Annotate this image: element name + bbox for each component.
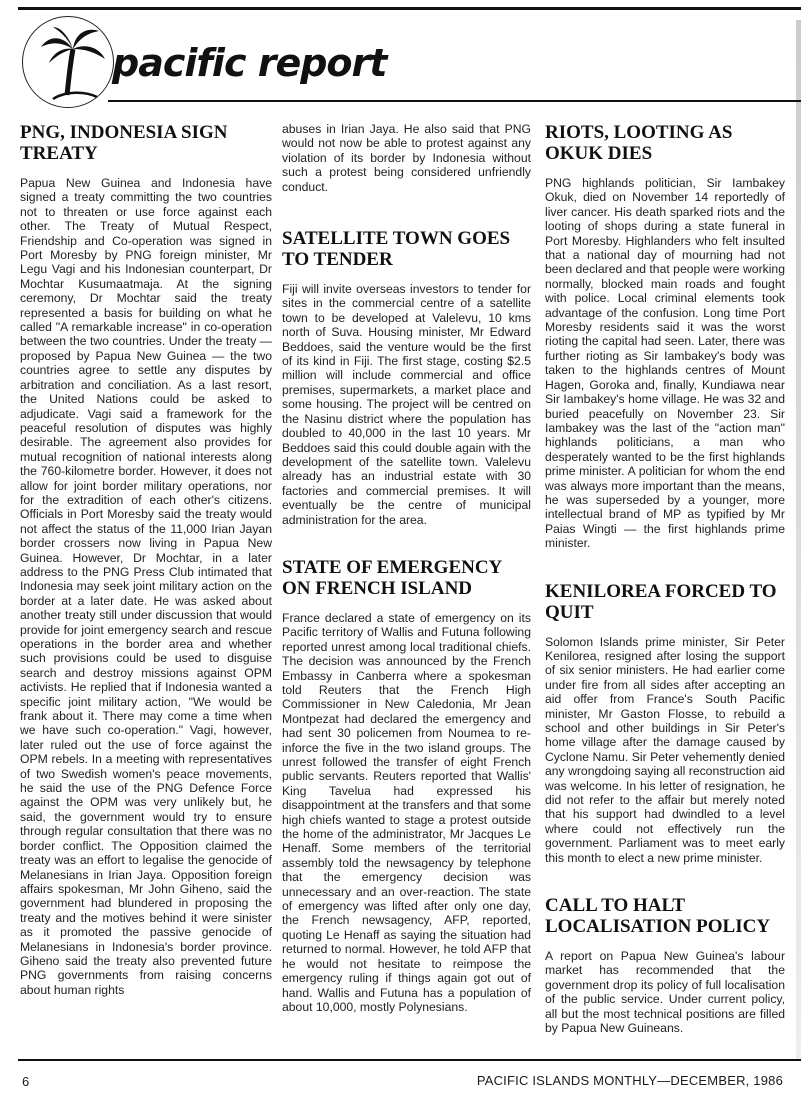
article-png-indonesia bbox=[20, 122, 272, 997]
article-body: PNG highlands politician, Sir Iambakey Okuk, died on November 14 reportedly of liver cancer. His death sparked riots and the looting of shops during a state funeral in Port Moresby. Highlanders who felt insulted that a national day of mourning had not been declared and that people were working normally, blocked main roads and fought with police. Local criminal elements took advantage of the confusion. Long time Port Moresby residents said it was the worst rioting the capital had seen. Later, there was further rioting as Sir Iambakey's body was taken to the highlands centres of Mount Hagen, Goroka and, finally, Kundiawa near Sir Iambakey's home village. He was 32 and buried peacefully on November 23. Sir Iambakey was the last of the "action man" highlands politicians, a man who desperately wanted to be the first highlands prime minister. A politician for whom the end was always more important than the means, he was superseded by a younger, more intellectual brand of MP as typified by Mr Paias Wingti — the first highlands prime minister. bbox=[545, 176, 785, 551]
article-satellite-town bbox=[282, 228, 531, 527]
masthead-title: pacific report bbox=[112, 41, 387, 85]
headline: STATE OF EMERGENCY ON FRENCH ISLAND bbox=[282, 556, 502, 599]
article-kenilorea bbox=[545, 581, 785, 866]
article-state-emergency bbox=[282, 557, 531, 1014]
article-body: Papua New Guinea and Indonesia have signed a treaty committing the two countries not to threaten or use force against each other. The Treaty of Mutual Respect, Friendship and Co-operation was signed in Port Moresby by PNG foreign minister, Mr Legu Vagi and his Indonesian counterpart, Dr Mochtar Kusumaatmaja. At the signing ceremony, Dr Mochtar said the treaty represented a basis for building on what he called "A remarkable increase" in co-operation between the two countries. Under the treaty — proposed by Papua New Guinea — the two countries agree to settle any disputes by arbitration and conciliation. As a last resort, the United Nations could be asked to adjudicate. Vagi said a framework for the peaceful resolution of disputes was highly desirable. The agreement also provides for mutual recognition of national interests along the 760-kilometre border. However, it does not allow for joint border military operations, nor for the extradition of each other's citizens. Officials in Port Moresby said the treaty would not affect the status of the 11,000 Irian Jayan border crossers now living in Papua New Guinea. However, Dr Mochtar, in a later address to the PNG Press Club intimated that Indonesia may seek joint military action on the border at a later date. He was asked about another treaty still under discussion that would provide for joint emergency search and rescue operations in the border area and whether such provisions could be used to disguise search and destroy missions against OPM activists. He replied that if Indonesia wanted a specific joint military action, "We would be frank about it. There may come a time when we have such co-operation." Vagi, however, later ruled out the use of force against the OPM rebels. In a meeting with representatives of two Swedish women's peace movements, he said the use of the PNG Defence Force against the OPM was very unlikely but, he said, the government would try to ensure through regular consultation that there was no border conflict. The Opposition claimed the treaty was an effort to legalise the genocide of Melanesians in Irian Jaya. Opposition foreign affairs spokesman, Mr John Giheno, said the government had blundered in proposing the treaty and the motives behind it were sinister as it promoted the passive genocide of Melanesians in Indonesia's border province. Giheno said the treaty also prevented future PNG governments from raising concerns about human rights bbox=[20, 176, 272, 997]
page-edge-shadow bbox=[796, 20, 801, 1060]
headline: SATELLITE TOWN GOES TO TENDER bbox=[282, 228, 511, 271]
headline: CALL TO HALT LOCALISATION POLICY bbox=[545, 895, 771, 938]
article-localisation bbox=[545, 895, 785, 1035]
column-3 bbox=[545, 122, 785, 1036]
column-1 bbox=[20, 122, 272, 997]
headline: KENILOREA FORCED TO QUIT bbox=[545, 580, 777, 623]
column-2 bbox=[282, 122, 531, 1014]
masthead-rule bbox=[108, 100, 801, 102]
headline: RIOTS, LOOTING AS OKUK DIES bbox=[545, 122, 733, 164]
article-body: Solomon Islands prime minister, Sir Peter Kenilorea, resigned after losing the support of six senior ministers. He had earlier come under fire from all sides after accepting an aid offer from France's South Pacific minister, Mr Gaston Flosse, to rebuild a school and other buildings in Sir Peter's home village after the damage caused by Cyclone Namu. Sir Peter vehemently denied any wrongdoing saying all reconstruction aid was welcome. In his letter of resignation, he did not refer to the affair but merely noted that his support had dwindled to a level where could not effectively run the government. Parliament was to meet early this month to elect a new prime minister. bbox=[545, 634, 785, 865]
article-body: A report on Papua New Guinea's labour market has recommended that the government drop its policy of full localisation of the public service. Under current policy, all but the most technical positions are filled by Papua New Guineans. bbox=[545, 949, 785, 1036]
masthead bbox=[20, 14, 801, 100]
page-number: 6 bbox=[22, 1074, 30, 1089]
article-continued: abuses in Irian Jaya. He also said that PNG would not now be able to protest against any violation of its border by Indonesia without such a protest being considered unfriendly conduct. bbox=[282, 122, 531, 194]
publication-footer: PACIFIC ISLANDS MONTHLY—DECEMBER, 1986 bbox=[476, 1073, 783, 1088]
top-rule bbox=[18, 7, 801, 10]
article-body: Fiji will invite overseas investors to tender for sites in the commercial centre of a satellite town to be developed at Valelevu, 10 kms north of Suva. Housing minister, Mr Edward Beddoes, said the venture would be the first of its kind in Fiji. The first stage, costing $2.5 million will include commercial and office premises, supermarkets, a market place and some housing. The project will be centred on the Nasinu district where the population has doubled to 40,000 in the last 10 years. Mr Beddoes said this could double again with the development of the satellite town. Valelevu already has an industrial estate with 30 factories and commercial premises. It will eventually be the centre of municipal administration for the area. bbox=[282, 282, 531, 527]
article-riots-okuk bbox=[545, 122, 785, 551]
article-body: France declared a state of emergency on its Pacific territory of Wallis and Futuna following reported unrest among local traditional chiefs. The decision was announced by the French Embassy in Canberra where a spokesman told Reuters that the French High Commissioner in New Caledonia, Mr Jean Montpezat had declared the emergency and had sent 30 policemen from Noumea to re-inforce the five in the two island groups. The unrest followed the transfer of eight French public servants. Reuters reported that Wallis' King Tavelua had expressed his disappointment at the transfers and that some high chiefs wanted to stage a protest outside the home of the administrator, Mr Jacques Le Henaff. Some members of the territorial assembly told the newsagency by telephone that the emergency decision was unnecessary and an over-reaction. The state of emergency was lifted after only one day, the French newsagency, AFP, reported, quoting Le Henaff as saying the situation had returned to normal. However, he told AFP that he would not hesitate to reimpose the emergency ruling if things again got out of hand. Wallis and Futuna has a population of about 10,000, mostly Polynesians. bbox=[282, 610, 531, 1014]
bottom-rule bbox=[18, 1059, 801, 1061]
palm-tree-icon bbox=[22, 16, 114, 108]
headline: PNG, INDONESIA SIGN TREATY bbox=[20, 122, 228, 164]
